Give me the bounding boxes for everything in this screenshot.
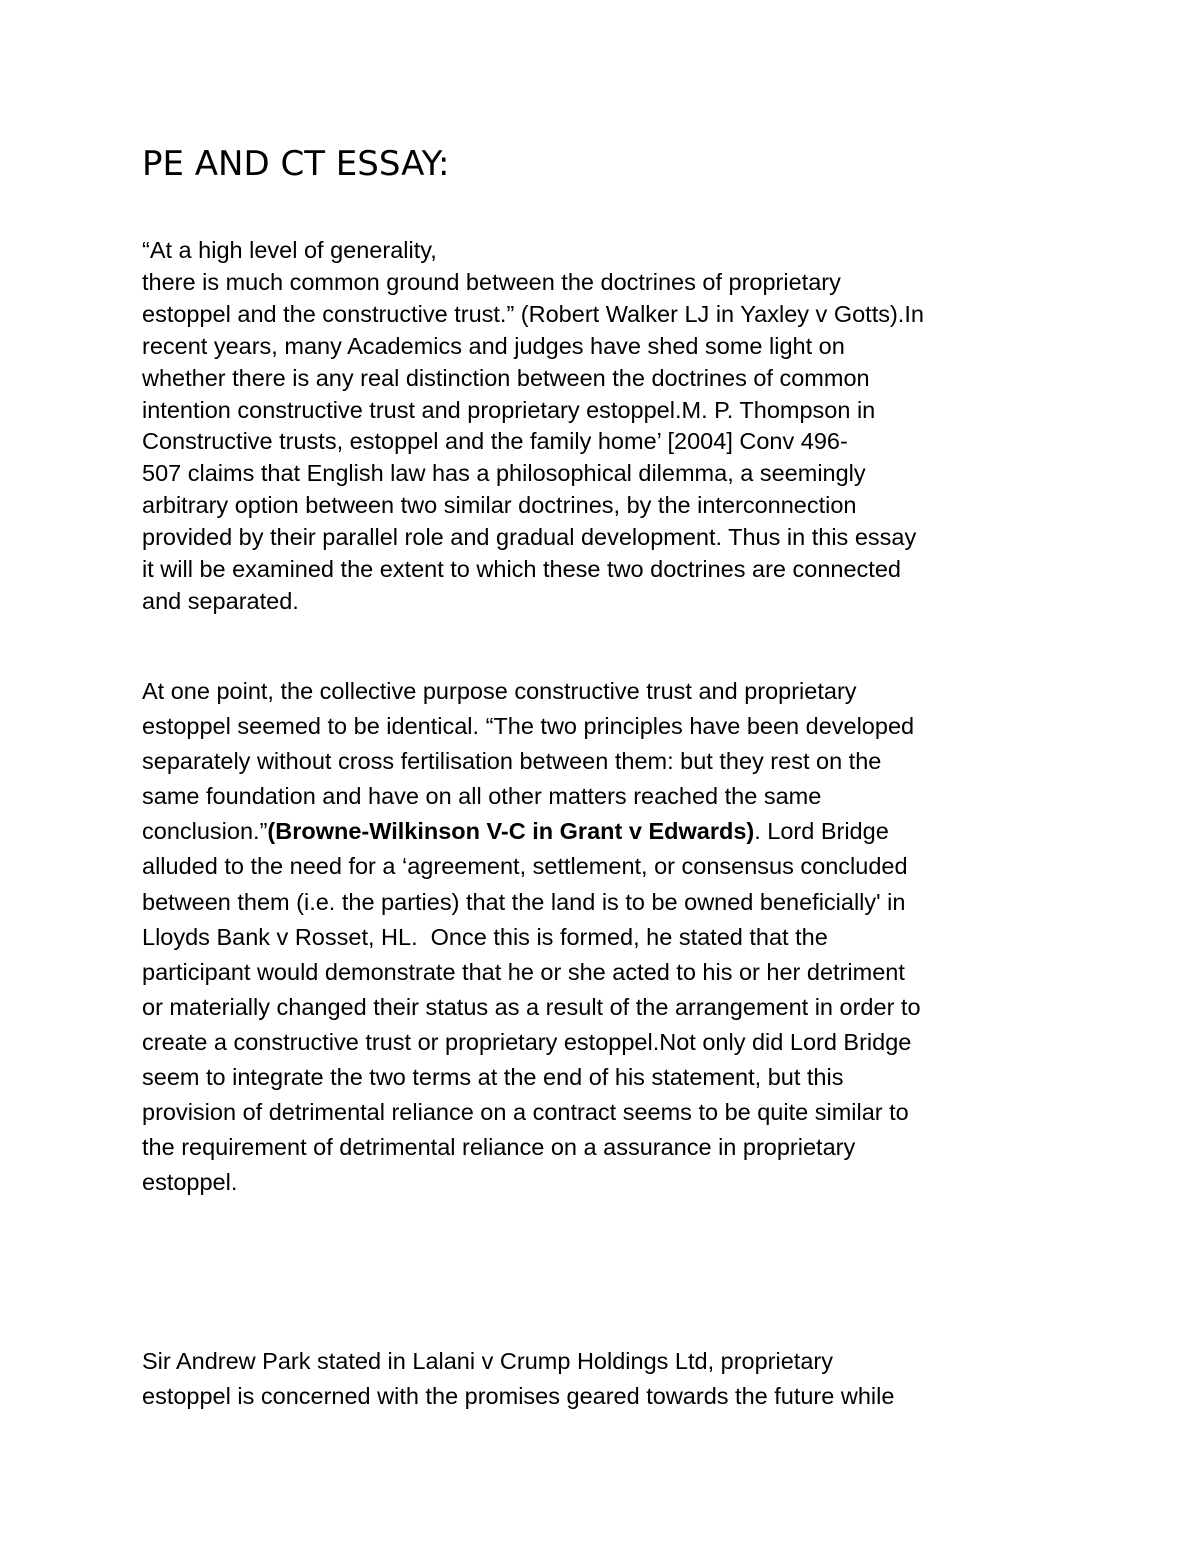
paragraph-comparison <box>142 674 921 1200</box>
essay-title: PE AND CT ESSAY: <box>142 144 450 184</box>
text-line: estoppel is concerned with the promises geared towards the future while <box>142 1383 895 1410</box>
text-line: separately without cross fertilisation between them: but they rest on the <box>142 748 882 775</box>
text-line: estoppel seemed to be identical. “The two principles have been developed <box>142 713 915 740</box>
text-line: estoppel and the constructive trust.” (Robert Walker LJ in Yaxley v Gotts).In <box>142 300 924 327</box>
text-segment: . Lord Bridge <box>754 818 889 845</box>
text-line: and separated. <box>142 587 299 614</box>
text-line: there is much common ground between the doctrines of proprietary <box>142 268 841 295</box>
text-line: participant would demonstrate that he or she acted to his or her detriment <box>142 958 905 985</box>
text-line: or materially changed their status as a result of the arrangement in order to <box>142 993 921 1020</box>
bold-citation: (Browne-Wilkinson V-C in Grant v Edwards) <box>267 818 755 845</box>
text-line: At one point, the collective purpose constructive trust and proprietary <box>142 678 857 704</box>
text-line: estoppel. <box>142 1169 238 1196</box>
text-line: Sir Andrew Park stated in Lalani v Crump Holdings Ltd, proprietary <box>142 1348 833 1374</box>
text-line: seem to integrate the two terms at the end of his statement, but this <box>142 1064 844 1091</box>
text-line: provision of detrimental reliance on a contract seems to be quite similar to <box>142 1099 909 1126</box>
paragraph-lalani <box>142 1344 894 1414</box>
text-line: same foundation and have on all other matters reached the same <box>142 783 822 810</box>
text-line: Constructive trusts, estoppel and the family home’ [2004] Conv 496- <box>142 428 848 455</box>
text-line: create a constructive trust or proprietary estoppel.Not only did Lord Bridge <box>142 1028 912 1055</box>
text-line: arbitrary option between two similar doctrines, by the interconnection <box>142 492 857 519</box>
text-line: recent years, many Academics and judges have shed some light on <box>142 332 845 359</box>
text-line: it will be examined the extent to which these two doctrines are connected <box>142 556 901 583</box>
text-line: between them (i.e. the parties) that the land is to be owned beneficially' in <box>142 888 906 915</box>
text-line: whether there is any real distinction between the doctrines of common <box>142 364 870 391</box>
text-line: intention constructive trust and proprietary estoppel.M. P. Thompson in <box>142 396 876 423</box>
text-line: 507 claims that English law has a philosophical dilemma, a seemingly <box>142 460 866 487</box>
paragraph-introduction <box>142 235 924 618</box>
text-line: the requirement of detrimental reliance on a assurance in proprietary <box>142 1134 856 1161</box>
text-segment: conclusion.” <box>142 818 268 845</box>
text-line-with-citation <box>142 814 921 849</box>
text-line: “At a high level of generality, <box>142 237 437 263</box>
text-line: Lloyds Bank v Rosset, HL. Once this is formed, he stated that the <box>142 923 828 950</box>
text-line: alluded to the need for a ‘agreement, settlement, or consensus concluded <box>142 853 908 880</box>
text-line: provided by their parallel role and gradual development. Thus in this essay <box>142 524 917 551</box>
